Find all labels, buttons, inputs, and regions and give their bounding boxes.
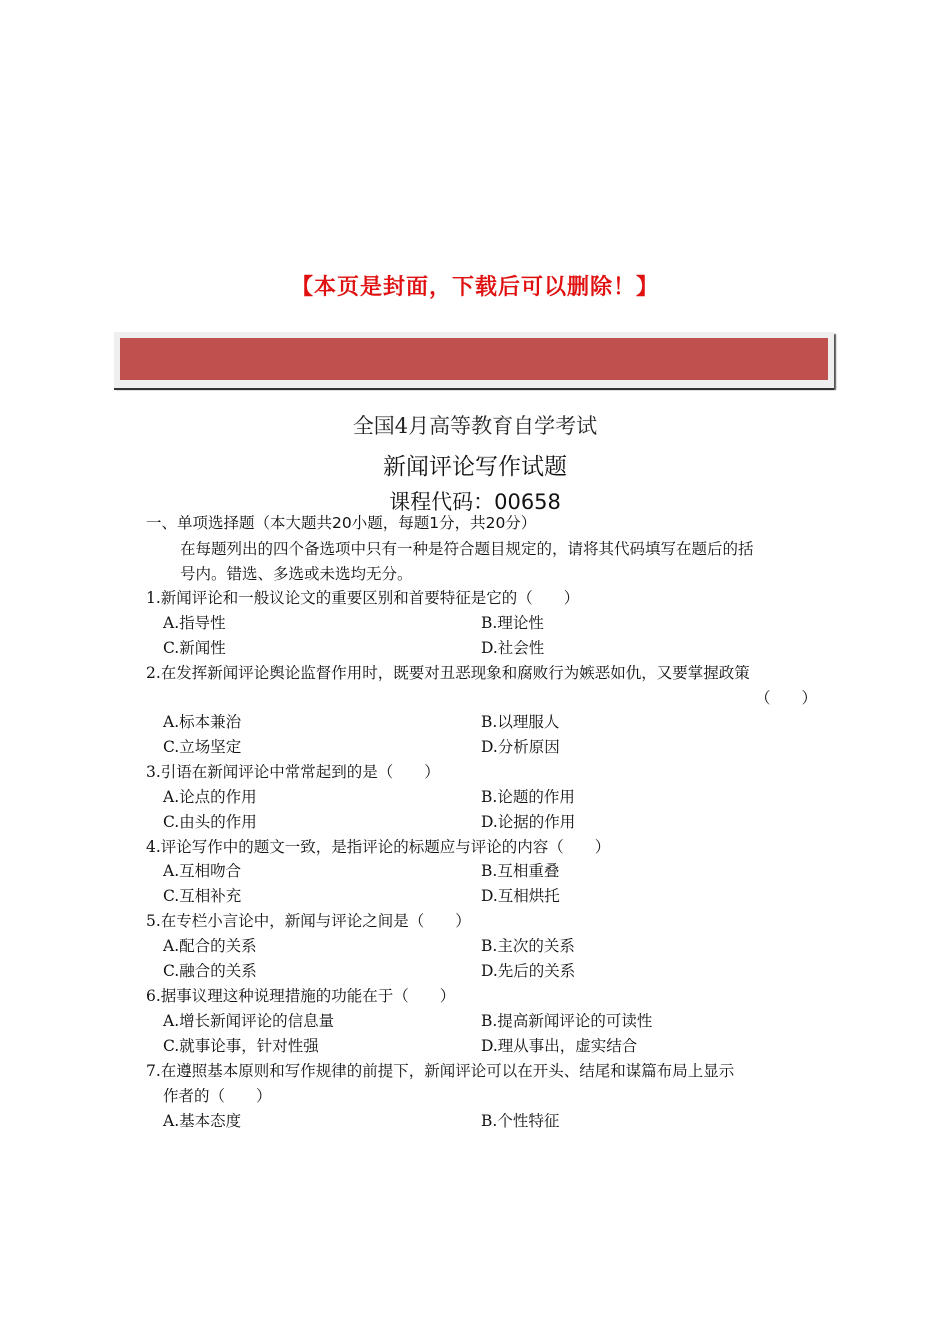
banner-underline: [114, 388, 834, 390]
option-d: D.论据的作用: [481, 813, 576, 831]
option-c: C.就事论事，针对性强: [163, 1037, 319, 1055]
option-a: A.互相吻合: [163, 862, 242, 880]
option-b: B.论题的作用: [481, 788, 575, 806]
decorative-banner: [114, 332, 834, 388]
option-d: D.社会性: [481, 639, 545, 657]
option-d: D.先后的关系: [481, 962, 576, 980]
section-heading: 一、单项选择题（本大题共20小题，每题1分，共20分）: [146, 514, 537, 532]
option-b: B.理论性: [481, 614, 544, 632]
option-d: D.分析原因: [481, 738, 560, 756]
option-b: B.提高新闻评论的可读性: [481, 1012, 653, 1030]
question-stem: 1.新闻评论和一般议论文的重要区别和首要特征是它的（ ）: [146, 589, 580, 607]
option-c: C.融合的关系: [163, 962, 257, 980]
course-code: 课程代码：00658: [389, 490, 561, 514]
option-c: C.新闻性: [163, 639, 226, 657]
option-d: D.互相烘托: [481, 887, 560, 905]
section-instruction: 在每题列出的四个备选项中只有一种是符合题目规定的，请将其代码填写在题后的括: [180, 540, 754, 558]
option-c: C.立场坚定: [163, 738, 242, 756]
question-stem-continued: 作者的（ ）: [163, 1087, 272, 1105]
option-c: C.由头的作用: [163, 813, 257, 831]
option-a: A.指导性: [163, 614, 226, 632]
question-stem: 2.在发挥新闻评论舆论监督作用时，既要对丑恶现象和腐败行为嫉恶如仇，又要掌握政策: [146, 664, 750, 682]
option-b: B.个性特征: [481, 1112, 560, 1130]
question-stem: 6.据事议理这种说理措施的功能在于（ ）: [146, 987, 456, 1005]
cover-notice: 【本页是封面，下载后可以删除！】: [290, 275, 659, 300]
option-a: A.论点的作用: [163, 788, 257, 806]
option-a: A.增长新闻评论的信息量: [163, 1012, 335, 1030]
option-a: A.标本兼治: [163, 713, 242, 731]
subject-title: 新闻评论写作试题: [383, 454, 567, 480]
option-a: A.配合的关系: [163, 937, 257, 955]
exam-title: 全国4月高等教育自学考试: [352, 414, 598, 438]
option-b: B.互相重叠: [481, 862, 560, 880]
option-c: C.互相补充: [163, 887, 242, 905]
section-instruction: 号内。错选、多选或未选均无分。: [180, 565, 413, 583]
banner-fill: [120, 338, 828, 380]
question-stem: 5.在专栏小言论中，新闻与评论之间是（ ）: [146, 912, 471, 930]
question-stem: 3.引语在新闻评论中常常起到的是（ ）: [146, 763, 440, 781]
option-a: A.基本态度: [163, 1112, 242, 1130]
option-b: B.主次的关系: [481, 937, 575, 955]
question-stem: 4.评论写作中的题文一致，是指评论的标题应与评论的内容（ ）: [146, 838, 611, 856]
option-d: D.理从事出，虚实结合: [481, 1037, 638, 1055]
question-stem: 7.在遵照基本原则和写作规律的前提下，新闻评论可以在开头、结尾和谋篇布局上显示: [146, 1062, 735, 1080]
option-b: B.以理服人: [481, 713, 560, 731]
answer-paren: （ ）: [755, 689, 818, 707]
